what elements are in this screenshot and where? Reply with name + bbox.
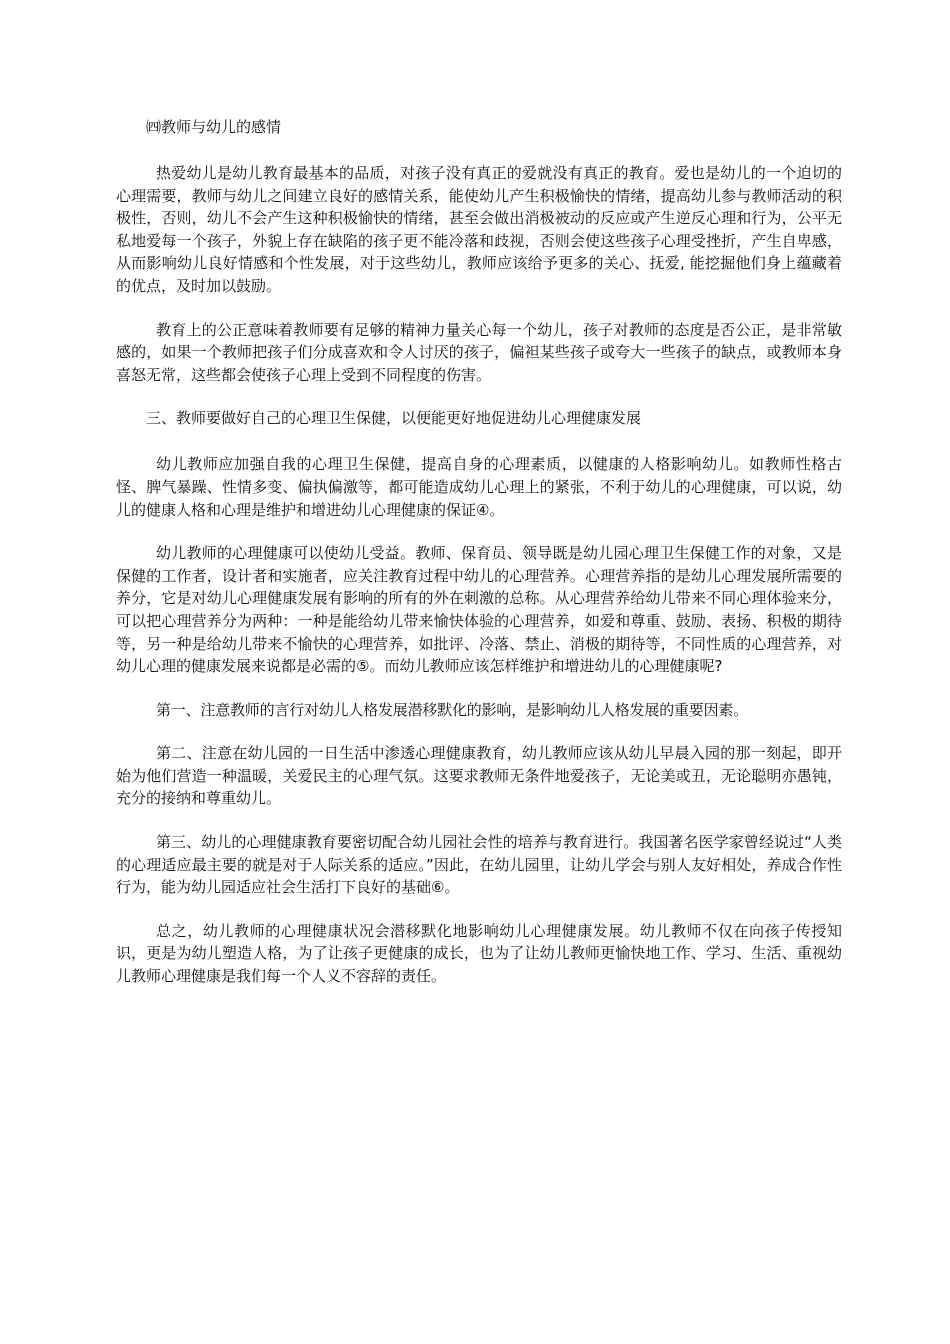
- paragraph-teacher-self-care: 幼儿教师应加强自我的心理卫生保健，提高自身的心理素质，以健康的人格影响幼儿。如教师性格古怪、脾气暴躁、性情多变、偏执偏激等，都可能造成幼儿心理上的紧张，不利于幼儿的心理健康，可以说，幼儿的健康人格和心理是维护和增进幼儿心理健康的保证④。: [116, 455, 842, 519]
- document-body: [116, 116, 842, 1009]
- paragraph-educational-fairness: 教育上的公正意味着教师要有足够的精神力量关心每一个幼儿，孩子对教师的态度是否公正，是非常敏感的，如果一个教师把孩子们分成喜欢和令人讨厌的孩子，偏袒某些孩子或夸大一些孩子的缺点，或教师本身喜怒无常，这些都会使孩子心理上受到不同程度的伤害。: [116, 320, 842, 384]
- paragraph-point-three: 第三、幼儿的心理健康教育要密切配合幼儿园社会性的培养与教育进行。我国著名医学家曾经说过“人类的心理适应最主要的就是对于人际关系的适应。”因此，在幼儿园里，让幼儿学会与别人友好相处，养成合作性行为，能为幼儿园适应社会生活打下良好的基础⑥。: [116, 833, 842, 897]
- paragraph-psychological-nutrition: 幼儿教师的心理健康可以使幼儿受益。教师、保育员、领导既是幼儿园心理卫生保健工作的对象，又是保健的工作者，设计者和实施者，应关注教育过程中幼儿的心理营养。心理营养指的是幼儿心理发展所需要的养分，它是对幼儿心理健康发展有影响的所有的外在刺激的总称。从心理营养给幼儿带来不同心理体验来分，可以把心理营养分为两种：一种是能给幼儿带来愉快体验的心理营养，如爱和尊重、鼓励、表扬、积极的期待等，另一种是给幼儿带来不愉快的心理营养，如批评、冷落、禁止、消极的期待等，不同性质的心理营养，对幼儿心理的健康发展来说都是必需的⑤。而幼儿教师应该怎样维护和增进幼儿的心理健康呢?: [116, 544, 842, 676]
- paragraph-point-two: 第二、注意在幼儿园的一日生活中渗透心理健康教育，幼儿教师应该从幼儿早晨入园的那一刻起，即开始为他们营造一种温暖，关爱民主的心理气氛。这要求教师无条件地爱孩子，无论美或丑，无论聪明亦愚钝，充分的接纳和尊重幼儿。: [116, 744, 842, 808]
- paragraph-love-for-children: 热爱幼儿是幼儿教育最基本的品质，对孩子没有真正的爱就没有真正的教育。爱也是幼儿的一个迫切的心理需要，教师与幼儿之间建立良好的感情关系，能使幼儿产生积极愉快的情绪，提高幼儿参与教师活动的积极性，否则，幼儿不会产生这种积极愉快的情绪，甚至会做出消极被动的反应或产生逆反心理和行为，公平无私地爱每一个孩子，外貌上存在缺陷的孩子更不能冷落和歧视，否则会使这些孩子心理受挫折，产生自卑感，从而影响幼儿良好情感和个性发展，对于这些幼儿，教师应该给予更多的关心、抚爱, 能挖掘他们身上蕴藏着的优点，及时加以鼓励。: [116, 164, 842, 295]
- paragraph-point-one: 第一、注意教师的言行对幼儿人格发展潜移默化的影响，是影响幼儿人格发展的重要因素。: [156, 700, 749, 719]
- section-four-heading: ㈣教师与幼儿的感情: [146, 118, 282, 136]
- paragraph-conclusion: 总之，幼儿教师的心理健康状况会潜移默化地影响幼儿心理健康发展。幼儿教师不仅在向孩子传授知识，更是为幼儿塑造人格，为了让孩子更健康的成长，也为了让幼儿教师更愉快地工作、学习、生活、重视幼儿教师心理健康是我们每一个人义不容辞的责任。: [116, 921, 842, 986]
- section-three-heading: 三、教师要做好自己的心理卫生保健，以便能更好地促进幼儿心理健康发展: [146, 409, 642, 428]
